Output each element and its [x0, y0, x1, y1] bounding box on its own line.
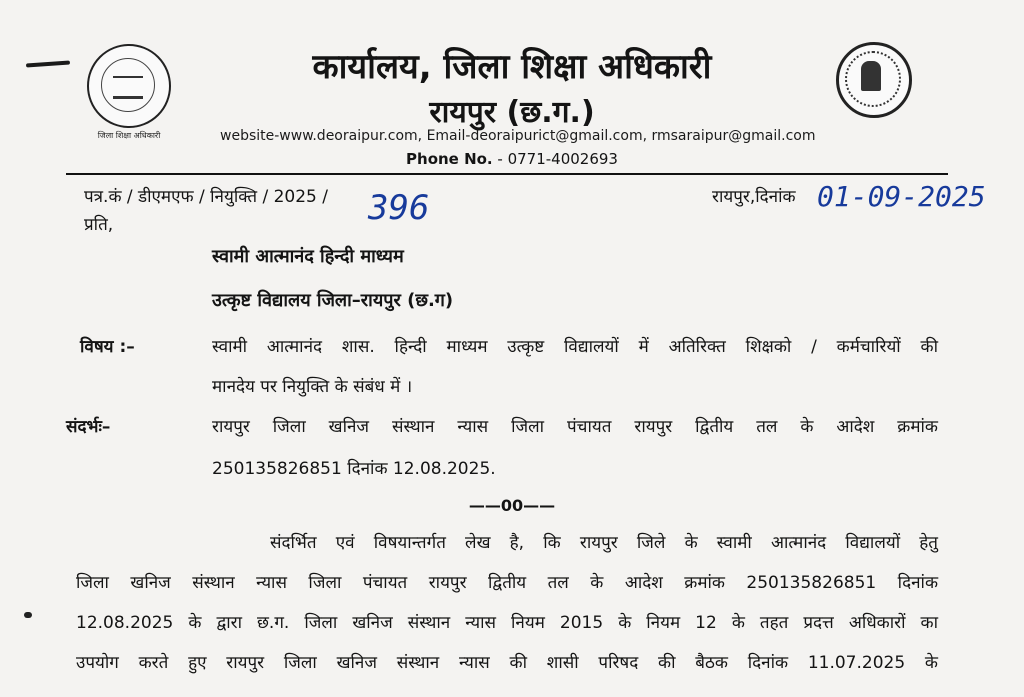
- phone-label: Phone No.: [406, 150, 493, 168]
- header-divider: [66, 173, 948, 175]
- phone-number: - 0771-4002693: [492, 150, 618, 168]
- addressee-line-1: स्वामी आत्मानंद हिन्दी माध्यम: [212, 246, 404, 267]
- to-label: प्रति,: [84, 215, 114, 235]
- letter-date-label: रायपुर,दिनांक: [712, 187, 796, 207]
- letter-reference-number: 396: [368, 188, 430, 228]
- body-line-1: संदर्भित एवं विषयान्तर्गत लेख है, कि रायपुर जिले के स्वामी आत्मानंद विद्यालयों हेतु: [270, 533, 938, 553]
- body-line-4: उपयोग करते हुए रायपुर जिला खनिज संस्थान न्यास की शासी परिषद की बैठक दिनांक 11.07.2025 के: [76, 653, 938, 673]
- body-line-2: जिला खनिज संस्थान न्यास जिला पंचायत रायपुर द्वितीय तल के आदेश क्रमांक 250135826851 दिनांक: [76, 573, 938, 593]
- office-city: रायपुर (छ.ग.): [429, 95, 595, 130]
- contact-line: website-www.deoraipur.com, Email-deoraipurict@gmail.com, rmsaraipur@gmail.com: [220, 128, 816, 144]
- reference-line-2: 250135826851 दिनांक 12.08.2025.: [212, 459, 496, 479]
- addressee-line-2: उत्कृष्ट विद्यालय जिला–रायपुर (छ.ग): [212, 290, 454, 311]
- subject-label: विषय :–: [80, 337, 135, 357]
- reference-line-1: रायपुर जिला खनिज संस्थान न्यास जिला पंचायत रायपुर द्वितीय तल के आदेश क्रमांक: [212, 417, 938, 437]
- body-line-3: 12.08.2025 के द्वारा छ.ग. जिला खनिज संस्थान न्यास नियम 2015 के नियम 12 के तहत प्रदत्त अधिकारों का: [76, 613, 938, 633]
- letter-date-value: 01-09-2025: [817, 180, 986, 213]
- reference-label: संदर्भः–: [66, 417, 111, 437]
- letter-reference: पत्र.कं / डीएमएफ / नियुक्ति / 2025 /: [84, 187, 328, 207]
- subject-line-2: मानदेय पर नियुक्ति के संबंध में ।: [212, 377, 413, 397]
- phone-line: [0, 150, 1024, 168]
- section-separator: ——00——: [468, 496, 556, 515]
- margin-mark: [24, 612, 32, 618]
- office-title: कार्यालय, जिला शिक्षा अधिकारी: [312, 47, 712, 87]
- subject-line-1: स्वामी आत्मानंद शास. हिन्दी माध्यम उत्कृष्ट विद्यालयों में अतिरिक्त शिक्षको / कर्मचारियों की: [212, 337, 938, 357]
- logo-caption: जिला शिक्षा अधिकारी: [97, 131, 161, 140]
